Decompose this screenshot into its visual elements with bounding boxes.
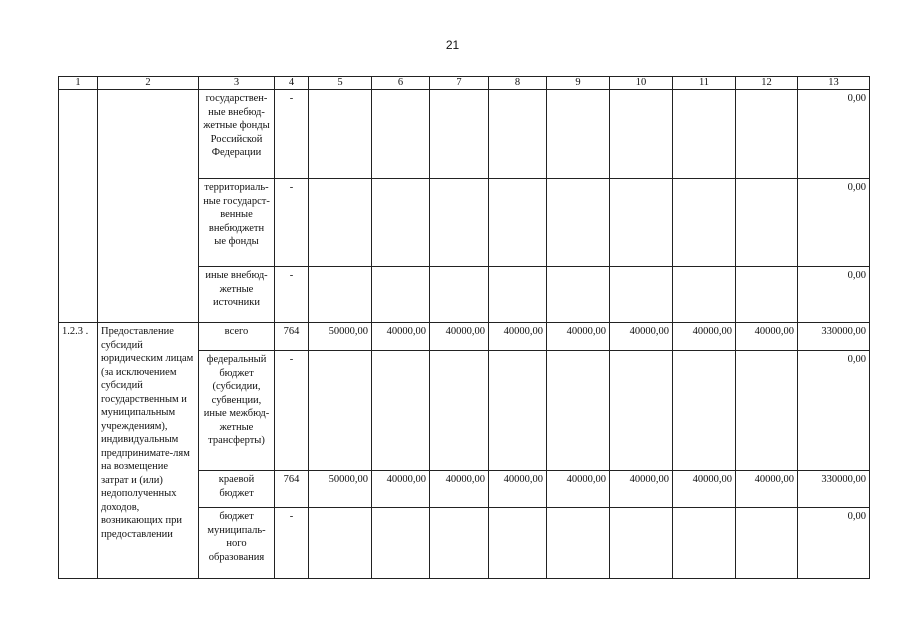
code-cell: - [275,351,309,471]
value-cell [673,508,736,579]
value-cell: 40000,00 [673,323,736,351]
code-cell: 764 [275,323,309,351]
value-cell: 40000,00 [610,471,673,508]
column-header: 12 [736,77,798,90]
funding-source-cell: иные внебюд-жетные источники [199,267,275,323]
column-header: 11 [673,77,736,90]
value-cell [736,351,798,471]
total-cell: 0,00 [798,267,870,323]
total-cell: 0,00 [798,90,870,179]
value-cell [547,351,610,471]
column-header: 4 [275,77,309,90]
total-cell: 0,00 [798,508,870,579]
empty-number-cell [59,90,98,323]
code-cell: - [275,508,309,579]
table-row [59,90,870,179]
value-cell: 40000,00 [430,323,489,351]
value-cell: 40000,00 [372,323,430,351]
total-cell: 0,00 [798,351,870,471]
value-cell [673,351,736,471]
value-cell: 40000,00 [547,471,610,508]
page-number: 21 [445,38,460,52]
funding-source-cell: бюджет муниципаль-ного образования [199,508,275,579]
column-header: 8 [489,77,547,90]
column-header: 1 [59,77,98,90]
value-cell: 40000,00 [673,471,736,508]
value-cell [489,351,547,471]
column-header: 2 [98,77,199,90]
value-cell [610,351,673,471]
column-header: 7 [430,77,489,90]
value-cell [736,508,798,579]
code-cell: 764 [275,471,309,508]
column-header: 10 [610,77,673,90]
column-header: 9 [547,77,610,90]
value-cell [372,351,430,471]
column-header: 6 [372,77,430,90]
funding-source-cell: территориаль-ные государст-венные внебюджетн ые фонды [199,179,275,267]
code-cell: - [275,90,309,179]
value-cell [309,351,372,471]
value-cell [489,508,547,579]
total-cell: 330000,00 [798,323,870,351]
code-cell: - [275,267,309,323]
value-cell: 40000,00 [547,323,610,351]
table-row [59,323,870,351]
value-cell [430,351,489,471]
item-description: Предоставление субсидий юридическим лицам (за исключением субсидий государственным и муниципальным учреждениям), индивидуальным предпринимате-лям на возмещение затрат и (или) недополученных доходов, возникающих при предоставлении [98,323,199,579]
total-cell: 0,00 [798,179,870,267]
total-cell: 330000,00 [798,471,870,508]
value-cell [547,508,610,579]
value-cell: 50000,00 [309,471,372,508]
value-cell: 40000,00 [610,323,673,351]
empty-description-cell [98,90,199,323]
column-header: 13 [798,77,870,90]
code-cell: - [275,179,309,267]
funding-source-cell: краевой бюджет [199,471,275,508]
value-cell [309,508,372,579]
value-cell: 40000,00 [489,471,547,508]
column-number-row [59,77,870,90]
funding-source-cell: федеральный бюджет (субсидии, субвенции, иные межбюд-жетные трансферты) [199,351,275,471]
value-cell [372,508,430,579]
value-cell: 50000,00 [309,323,372,351]
value-cell [610,508,673,579]
value-cell: 40000,00 [736,323,798,351]
value-cell: 40000,00 [736,471,798,508]
value-cell: 40000,00 [489,323,547,351]
column-header: 5 [309,77,372,90]
value-cell: 40000,00 [430,471,489,508]
item-number: 1.2.3 . [59,323,98,579]
funding-source-cell: государствен-ные внебюд-жетные фонды Российской Федерации [199,90,275,179]
column-header: 3 [199,77,275,90]
funding-source-cell: всего [199,323,275,351]
value-cell: 40000,00 [372,471,430,508]
value-cell [430,508,489,579]
budget-table [58,76,870,579]
